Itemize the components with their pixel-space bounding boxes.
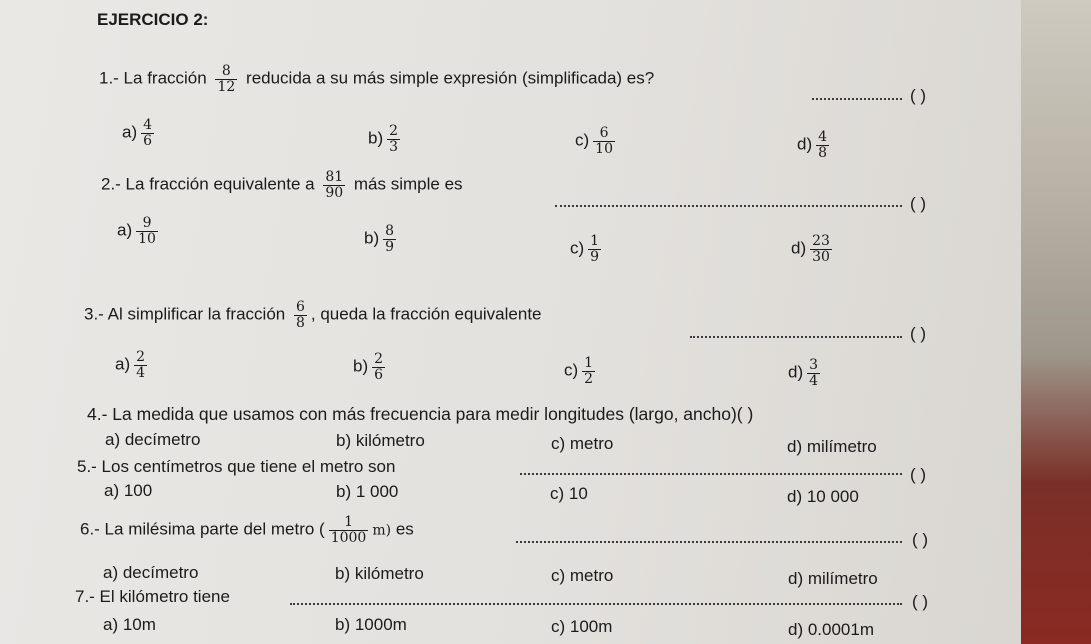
option-fraction [134,350,147,380]
option-1d[interactable] [797,130,833,160]
option-2b[interactable] [364,224,400,254]
option-label: a) [115,354,131,374]
fraction-denominator: 4 [136,364,146,381]
fraction-numerator: 8 [385,223,395,239]
option-4c[interactable]: c) metro [551,434,614,453]
question-1 [99,64,654,94]
option-7b[interactable]: b) 1000m [335,615,407,634]
option-3d[interactable] [788,358,824,388]
option-1a[interactable] [122,118,158,148]
fraction-denominator: 90 [325,184,344,201]
fraction-denominator: 9 [590,248,600,265]
option-fraction [387,124,400,154]
option-6b[interactable]: b) kilómetro [335,564,424,583]
fraction-numerator: 9 [142,215,152,231]
question-2-fraction [323,170,345,200]
option-2d[interactable] [791,234,836,264]
fraction-numerator: 8 [221,63,231,79]
option-2a[interactable] [117,216,162,246]
question-3-text-after: , queda la fracción equivalente [310,304,542,324]
option-fraction [816,130,829,160]
fraction-numerator: 1 [590,233,600,249]
option-label: c) [564,360,579,380]
option-label: d) [788,362,804,382]
fraction-numerator: 6 [599,125,609,141]
fraction-denominator: 10 [138,230,156,247]
question-2-text-before: 2.- La fracción equivalente a [101,174,315,194]
fraction-denominator: 6 [374,366,384,383]
option-3c[interactable] [564,356,599,386]
answer-leader-dots [290,603,902,605]
option-fraction [807,358,820,388]
option-5b[interactable]: b) 1 000 [336,482,399,501]
fraction-numerator: 4 [143,117,153,133]
question-1-text-before: 1.- La fracción [99,68,207,88]
question-2-text-after: más simple es [353,174,463,194]
answer-leader-dots [520,473,902,475]
option-fraction [136,216,158,246]
fraction-denominator: 4 [809,372,819,389]
answer-blank-2[interactable]: ( ) [910,194,927,213]
option-label: a) [117,220,133,240]
background-edge [1021,0,1091,644]
option-5a[interactable]: a) 100 [104,481,153,500]
fraction-denominator: 10 [595,140,613,157]
option-fraction [372,352,385,382]
fraction-denominator: 30 [812,248,830,265]
fraction-denominator: 3 [389,138,399,155]
question-3-fraction [294,300,307,330]
answer-leader-dots [690,336,902,338]
fraction-denominator: 1000 [330,529,367,546]
option-4a[interactable]: a) decímetro [105,430,201,449]
option-7a[interactable]: a) 10m [103,615,156,634]
answer-blank-1[interactable]: ( ) [910,86,927,105]
option-7c[interactable]: c) 100m [551,617,613,636]
option-fraction [588,234,601,264]
option-label: c) [575,130,590,150]
fraction-denominator: 8 [295,314,305,331]
option-1b[interactable] [368,124,404,154]
fraction-numerator: 2 [136,349,146,365]
answer-blank-6[interactable]: ( ) [912,530,929,549]
answer-leader-dots [812,98,902,100]
answer-leader-dots [555,205,902,207]
fraction-numerator: 4 [818,129,828,145]
fraction-numerator: 1 [584,355,594,371]
option-5d[interactable]: d) 10 000 [787,487,859,506]
answer-leader-dots [516,541,902,543]
option-fraction [383,224,396,254]
option-label: b) [353,356,369,376]
question-3-text-before: 3.- Al simplificar la fracción [84,304,286,324]
option-label: c) [570,238,585,258]
question-3 [84,300,542,330]
question-1-fraction [215,64,237,94]
option-6c[interactable]: c) metro [551,566,614,585]
option-label: a) [122,122,138,142]
question-6-fraction [329,515,369,545]
answer-blank-7[interactable]: ( ) [912,592,929,611]
fraction-denominator: 6 [143,132,153,149]
option-4d[interactable]: d) milímetro [787,437,877,456]
question-6-text-after: es [395,519,414,539]
option-fraction [593,126,615,156]
option-4b[interactable]: b) kilómetro [336,431,425,450]
fraction-denominator: 8 [818,144,828,161]
question-1-text-after: reducida a su más simple expresión (simplificada) es? [246,68,655,88]
answer-blank-5[interactable]: ( ) [910,465,927,484]
option-label: b) [368,128,384,148]
question-6 [80,515,414,545]
fraction-numerator: 1 [344,514,353,530]
option-6a[interactable]: a) decímetro [103,563,199,582]
option-1c[interactable] [575,126,619,156]
question-6-text-before: 6.- La milésima parte del metro ( [80,519,325,539]
option-3a[interactable] [115,350,151,380]
option-5c[interactable]: c) 10 [550,484,588,503]
option-fraction [810,234,832,264]
question-5: 5.- Los centímetros que tiene el metro son [77,457,396,476]
option-6d[interactable]: d) milímetro [788,569,878,588]
option-2c[interactable] [570,234,605,264]
option-label: b) [364,228,380,248]
fraction-denominator: 2 [584,370,594,387]
answer-blank-3[interactable]: ( ) [910,324,927,343]
question-7: 7.- El kilómetro tiene [75,587,230,606]
option-3b[interactable] [353,352,389,382]
fraction-numerator: 23 [812,233,830,249]
fraction-denominator: 12 [217,78,236,95]
option-label: d) [797,134,813,154]
fraction-numerator: 2 [389,123,399,139]
option-7d[interactable]: d) 0.0001m [788,620,874,639]
question-2 [101,170,463,200]
option-fraction [582,356,595,386]
option-label: d) [791,238,807,258]
option-fraction [141,118,154,148]
fraction-numerator: 6 [295,299,305,315]
fraction-numerator: 81 [325,169,344,185]
question-4: 4.- La medida que usamos con más frecuencia para medir longitudes (largo, ancho)( ) [87,404,754,424]
fraction-numerator: 3 [809,357,819,373]
question-6-unit: m) [372,522,392,539]
fraction-denominator: 9 [385,238,395,255]
page-title: EJERCICIO 2: [97,10,209,29]
fraction-numerator: 2 [374,351,384,367]
